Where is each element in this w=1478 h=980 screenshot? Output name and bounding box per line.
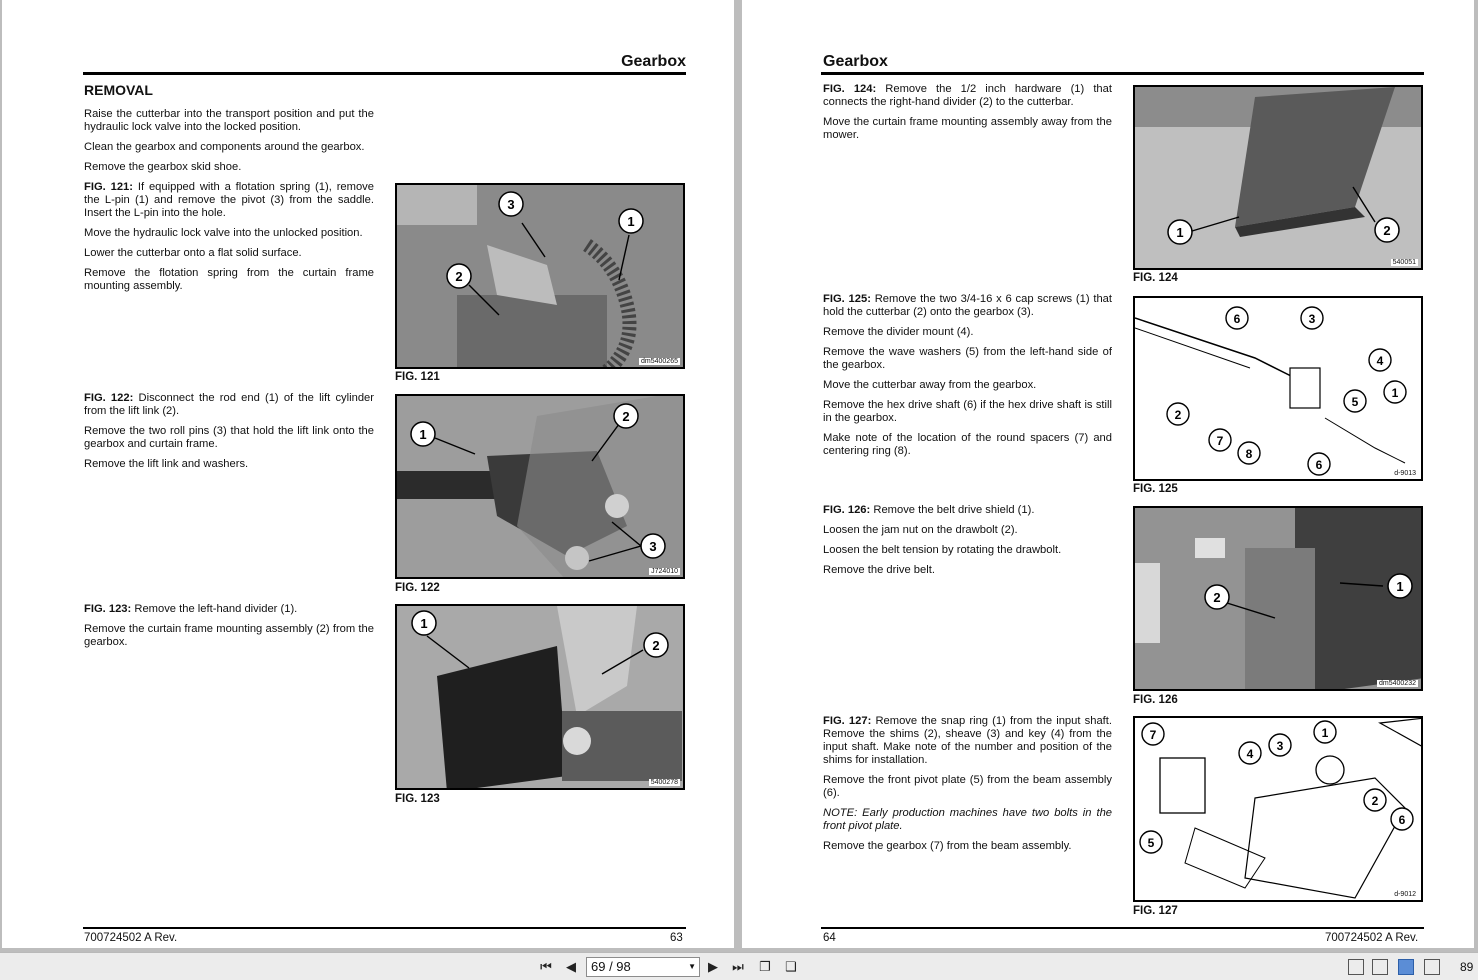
- paragraph: FIG. 121: If equipped with a flotation spring (1), remove the L-pin (1) and remove the pivot (3) from the saddle. Insert the L-pin into the hole.: [84, 181, 374, 219]
- svg-text:2: 2: [622, 409, 630, 424]
- bottom-toolbar: [0, 952, 1478, 980]
- figure-125-diagram: [1133, 296, 1423, 481]
- svg-text:5: 5: [1147, 836, 1155, 850]
- svg-text:6: 6: [1315, 458, 1323, 472]
- callout-1: [1168, 220, 1192, 244]
- fig127-text: [823, 715, 1112, 860]
- paragraph: Remove the wave washers (5) from the left-hand side of the gearbox.: [823, 346, 1112, 371]
- figure-121-photo: [395, 183, 685, 369]
- paragraph: Remove the gearbox (7) from the beam assembly.: [823, 840, 1072, 852]
- svg-text:3: 3: [507, 197, 515, 212]
- figure-caption: FIG. 125: [1133, 483, 1178, 495]
- callout-5: [1140, 831, 1162, 853]
- svg-text:1: 1: [420, 616, 428, 631]
- page-63: [2, 0, 734, 948]
- callout-1: [411, 422, 435, 446]
- paragraph: Clean the gearbox and components around the gearbox.: [84, 141, 365, 153]
- header-rule: [83, 72, 686, 75]
- svg-text:8: 8: [1245, 447, 1253, 461]
- page-64: [742, 0, 1474, 948]
- svg-text:6: 6: [1398, 813, 1406, 827]
- header-rule: [821, 72, 1424, 75]
- callout-6: [1391, 808, 1413, 830]
- figure-id: d-9013: [1394, 470, 1416, 477]
- svg-text:2: 2: [1213, 590, 1221, 605]
- fig126-text: [823, 504, 1112, 584]
- callout-1: [619, 209, 643, 233]
- paragraph: FIG. 127: Remove the snap ring (1) from the input shaft. Remove the shims (2), sheave (3) and key (4) from the input shaft. Make note of the number and position of the shims for installation.: [823, 715, 1112, 766]
- figure-caption: FIG. 121: [395, 371, 440, 383]
- callout-2: [1205, 585, 1229, 609]
- callout-1: [1314, 721, 1336, 743]
- svg-text:4: 4: [1376, 354, 1384, 368]
- svg-text:1: 1: [627, 214, 635, 229]
- svg-text:3: 3: [649, 539, 657, 554]
- figure-caption: FIG. 124: [1133, 272, 1178, 284]
- svg-text:2: 2: [652, 638, 660, 653]
- figure-id: d-9012: [1394, 891, 1416, 898]
- intro-text: [84, 108, 374, 300]
- figure-caption: FIG. 122: [395, 582, 440, 594]
- paragraph: Loosen the belt tension by rotating the drawbolt.: [823, 544, 1062, 556]
- two-page-view-icon[interactable]: [1398, 959, 1414, 975]
- paragraph: Remove the flotation spring from the curtain frame mounting assembly.: [84, 267, 374, 292]
- callout-4: [1239, 742, 1261, 764]
- figure-id: 540051: [1392, 259, 1416, 266]
- callout-7: [1142, 723, 1164, 745]
- callout-6: [1308, 453, 1330, 475]
- svg-text:1: 1: [1391, 386, 1399, 400]
- svg-text:2: 2: [1174, 408, 1182, 422]
- chevron-down-icon[interactable]: ▼: [688, 962, 696, 971]
- figure-123-photo: [395, 604, 685, 790]
- fig125-text: [823, 293, 1112, 465]
- svg-text:6: 6: [1233, 312, 1241, 326]
- figure-id: J724010: [651, 568, 678, 575]
- svg-text:1: 1: [1176, 225, 1184, 240]
- svg-text:5: 5: [1351, 395, 1359, 409]
- note: NOTE: Early production machines have two bolts in the front pivot plate.: [823, 807, 1113, 832]
- footer-doc-number: 700724502 A Rev.: [84, 932, 178, 944]
- svg-text:1: 1: [419, 427, 427, 442]
- callout-5: [1344, 390, 1366, 412]
- first-page-icon[interactable]: ⏮: [540, 959, 552, 974]
- svg-text:7: 7: [1216, 434, 1224, 448]
- footer-page-number: 63: [670, 932, 683, 944]
- single-page-view-icon[interactable]: [1348, 959, 1364, 975]
- paragraph: Remove the front pivot plate (5) from the beam assembly (6).: [823, 774, 1112, 799]
- svg-text:2: 2: [455, 269, 463, 284]
- figure-122-photo: [395, 394, 685, 579]
- two-page-continuous-view-icon[interactable]: [1424, 959, 1440, 975]
- paragraph: FIG. 124: Remove the 1/2 inch hardware (1) that connects the right-hand divider (2) to the cutterbar.: [823, 83, 1112, 108]
- svg-text:2: 2: [1371, 794, 1379, 808]
- fig122-text: [84, 392, 374, 478]
- callout-2: [614, 404, 638, 428]
- callout-4: [1369, 349, 1391, 371]
- paragraph: Remove the hex drive shaft (6) if the hex drive shaft is still in the gearbox.: [823, 399, 1112, 424]
- footer-rule: [83, 927, 686, 929]
- paragraph: Raise the cutterbar into the transport position and put the hydraulic lock valve into the locked position.: [84, 108, 374, 133]
- paragraph: FIG. 125: Remove the two 3/4-16 x 6 cap screws (1) that hold the cutterbar (2) onto the gearbox (3).: [823, 293, 1112, 318]
- page-indicator: 69 / 98: [591, 959, 631, 974]
- callout-2: [447, 264, 471, 288]
- callout-3: [499, 192, 523, 216]
- figure-caption: FIG. 127: [1133, 905, 1178, 917]
- fig123-text: [84, 603, 374, 656]
- paragraph: Move the hydraulic lock valve into the unlocked position.: [84, 227, 363, 239]
- callout-8: [1238, 442, 1260, 464]
- paragraph: Remove the lift link and washers.: [84, 458, 249, 470]
- paragraph: FIG. 123: Remove the left-hand divider (1).: [84, 603, 298, 615]
- paragraph: FIG. 126: Remove the belt drive shield (1).: [823, 504, 1035, 516]
- page-header: Gearbox: [823, 53, 888, 70]
- fit-width-icon[interactable]: ❑: [785, 959, 797, 974]
- continuous-view-icon[interactable]: [1372, 959, 1388, 975]
- paragraph: Move the curtain frame mounting assembly away from the mower.: [823, 116, 1112, 141]
- svg-text:1: 1: [1321, 726, 1329, 740]
- figure-caption: FIG. 126: [1133, 694, 1178, 706]
- callout-7: [1209, 429, 1231, 451]
- svg-text:1: 1: [1396, 579, 1404, 594]
- page-header: Gearbox: [621, 53, 686, 70]
- figure-caption: FIG. 123: [395, 793, 440, 805]
- paragraph: Remove the curtain frame mounting assembly (2) from the gearbox.: [84, 623, 374, 648]
- callout-3: [641, 534, 665, 558]
- zoom-level[interactable]: 89: [1460, 960, 1474, 974]
- figure-id: 5400278: [650, 779, 678, 786]
- callout-1: [1384, 381, 1406, 403]
- svg-text:3: 3: [1276, 739, 1284, 753]
- svg-text:7: 7: [1149, 728, 1157, 742]
- callout-1: [1388, 574, 1412, 598]
- paragraph: Lower the cutterbar onto a flat solid surface.: [84, 247, 302, 259]
- fit-page-icon[interactable]: ❐: [759, 959, 771, 974]
- previous-page-icon[interactable]: ◀: [566, 959, 576, 974]
- paragraph: Loosen the jam nut on the drawbolt (2).: [823, 524, 1018, 536]
- callout-2: [1167, 403, 1189, 425]
- paragraph: Remove the drive belt.: [823, 564, 935, 576]
- paragraph: Remove the gearbox skid shoe.: [84, 161, 242, 173]
- paragraph: Make note of the location of the round spacers (7) and centering ring (8).: [823, 432, 1112, 457]
- paragraph: FIG. 122: Disconnect the rod end (1) of the lift cylinder from the lift link (2).: [84, 392, 374, 417]
- callout-2: [1364, 789, 1386, 811]
- figure-124-photo: [1133, 85, 1423, 270]
- svg-text:4: 4: [1246, 747, 1254, 761]
- footer-rule: [821, 927, 1424, 929]
- paragraph: Remove the two roll pins (3) that hold the lift link onto the gearbox and curtain frame.: [84, 425, 374, 450]
- callout-1: [412, 611, 436, 635]
- callout-3: [1269, 734, 1291, 756]
- callout-2: [1375, 218, 1399, 242]
- figure-id: dm5400265: [641, 358, 678, 365]
- callout-3: [1301, 307, 1323, 329]
- figure-127-diagram: [1133, 716, 1423, 902]
- next-page-icon[interactable]: ▶: [708, 959, 718, 974]
- figure-126-photo: [1133, 506, 1423, 691]
- footer-page-number: 64: [823, 932, 836, 944]
- paragraph: Move the cutterbar away from the gearbox.: [823, 379, 1037, 391]
- figure-id: dm5400232: [1379, 680, 1416, 687]
- svg-text:2: 2: [1383, 223, 1391, 238]
- section-title: REMOVAL: [84, 82, 153, 98]
- page-number-input[interactable]: [586, 957, 700, 977]
- paragraph: Remove the divider mount (4).: [823, 326, 974, 338]
- callout-2: [644, 633, 668, 657]
- footer-doc-number: 700724502 A Rev.: [1325, 932, 1419, 944]
- svg-text:3: 3: [1308, 312, 1316, 326]
- fig124-text: [823, 83, 1112, 149]
- last-page-icon[interactable]: ⏭: [732, 959, 744, 974]
- callout-6: [1226, 307, 1248, 329]
